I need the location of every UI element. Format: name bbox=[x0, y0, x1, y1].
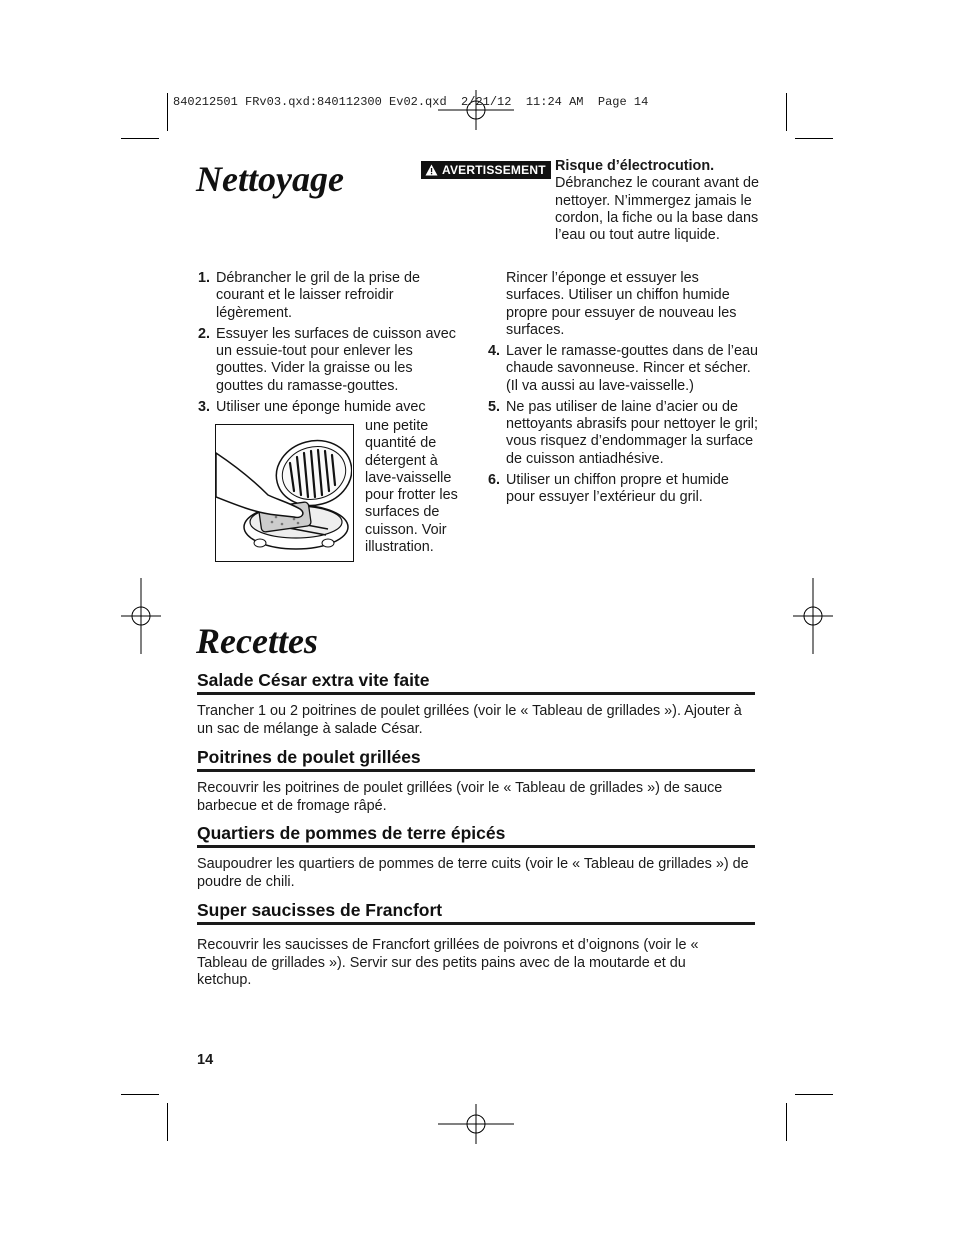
recipe-heading: Poitrines de poulet grillées bbox=[197, 749, 755, 772]
recipe-quartiers-pommes bbox=[197, 825, 755, 891]
recipe-text: Recouvrir les saucisses de Francfort grillées de poivrons et d’oignons (voir le « Tableau de grillades »). Servir sur des petits pains avec de la moutarde et du ketchup. bbox=[197, 937, 699, 988]
cleaning-steps-left bbox=[198, 270, 460, 420]
list-item: 6. Utiliser un chiffon propre et humide pour essuyer l’extérieur du gril. bbox=[488, 472, 729, 506]
cleaning-steps-right bbox=[488, 343, 760, 511]
warning-heading: Risque d’électrocution. bbox=[555, 158, 715, 174]
warning-badge-label: AVERTISSEMENT bbox=[442, 163, 546, 177]
recipe-text: Recouvrir les poitrines de poulet grillées (voir le « Tableau de grillades ») de sauce barbecue et de fromage râpé. bbox=[197, 780, 723, 814]
list-item: 1. Débrancher le gril de la prise de courant et le laisser refroidir légèrement. bbox=[198, 270, 420, 321]
list-item: 4. Laver le ramasse-gouttes dans de l’eau chaude savonneuse. Rincer et sécher. (Il va aussi au lave-vaisselle.) bbox=[488, 343, 758, 394]
crop-mark bbox=[167, 1103, 168, 1141]
registration-mark-icon bbox=[793, 578, 833, 654]
warning-body: Débranchez le courant avant de nettoyer. N’immergez jamais le cordon, la fiche ou la base dans l’eau ou tout autre liquide. bbox=[555, 175, 759, 244]
section-title-recipes: Recettes bbox=[196, 621, 318, 661]
registration-mark-icon bbox=[121, 578, 161, 654]
recipe-heading: Super saucisses de Francfort bbox=[197, 902, 755, 925]
crop-mark bbox=[795, 138, 833, 139]
step-3-wrap-text: une petite quantité de détergent à lave-vaisselle pour frotter les surfaces de cuisson. Voir illustration. bbox=[365, 418, 458, 556]
crop-mark bbox=[795, 1094, 833, 1095]
list-item: 2. Essuyer les surfaces de cuisson avec un essuie-tout pour enlever les gouttes. Vider la graisse ou les gouttes du ramasse-gouttes. bbox=[198, 325, 456, 394]
page-number: 14 bbox=[197, 1052, 214, 1068]
crop-mark bbox=[167, 93, 168, 131]
grill-cleaning-icon bbox=[216, 425, 352, 560]
crop-mark bbox=[786, 1103, 787, 1141]
recipe-poitrines-poulet bbox=[197, 749, 755, 815]
crop-mark bbox=[121, 138, 159, 139]
list-item: 5. Ne pas utiliser de laine d’acier ou de nettoyants abrasifs pour nettoyer le gril; vous risquez d’endommager la surface de cuisson antiadhésive. bbox=[488, 398, 758, 467]
cleaning-illustration bbox=[215, 424, 354, 562]
crop-mark bbox=[121, 1094, 159, 1095]
recipe-text: Trancher 1 ou 2 poitrines de poulet grillées (voir le « Tableau de grillades »). Ajouter à un sac de mélange à salade César. bbox=[197, 703, 742, 737]
warning-badge bbox=[421, 161, 551, 179]
registration-mark-icon bbox=[438, 1104, 514, 1144]
crop-mark bbox=[786, 93, 787, 131]
step-3-continued: Rincer l’éponge et essuyer les surfaces. Utiliser un chiffon humide propre pour essuyer de nouveau les surfaces. bbox=[506, 270, 737, 338]
warning-triangle-icon bbox=[425, 164, 438, 176]
recipe-salade-cesar bbox=[197, 672, 755, 738]
recipe-saucisses-francfort bbox=[197, 902, 755, 989]
recipe-heading: Quartiers de pommes de terre épicés bbox=[197, 825, 755, 848]
list-item: 3. Utiliser une éponge humide avec bbox=[198, 399, 426, 416]
recipe-heading: Salade César extra vite faite bbox=[197, 672, 755, 695]
print-slug: 840212501 FRv03.qxd:840112300 Ev02.qxd 2/21/12 11:24 AM Page 14 bbox=[173, 95, 649, 109]
recipe-text: Saupoudrer les quartiers de pommes de terre cuits (voir le « Tableau de grillades ») de poudre de chili. bbox=[197, 856, 749, 890]
section-title-cleaning: Nettoyage bbox=[196, 159, 344, 199]
warning-text bbox=[555, 158, 760, 244]
